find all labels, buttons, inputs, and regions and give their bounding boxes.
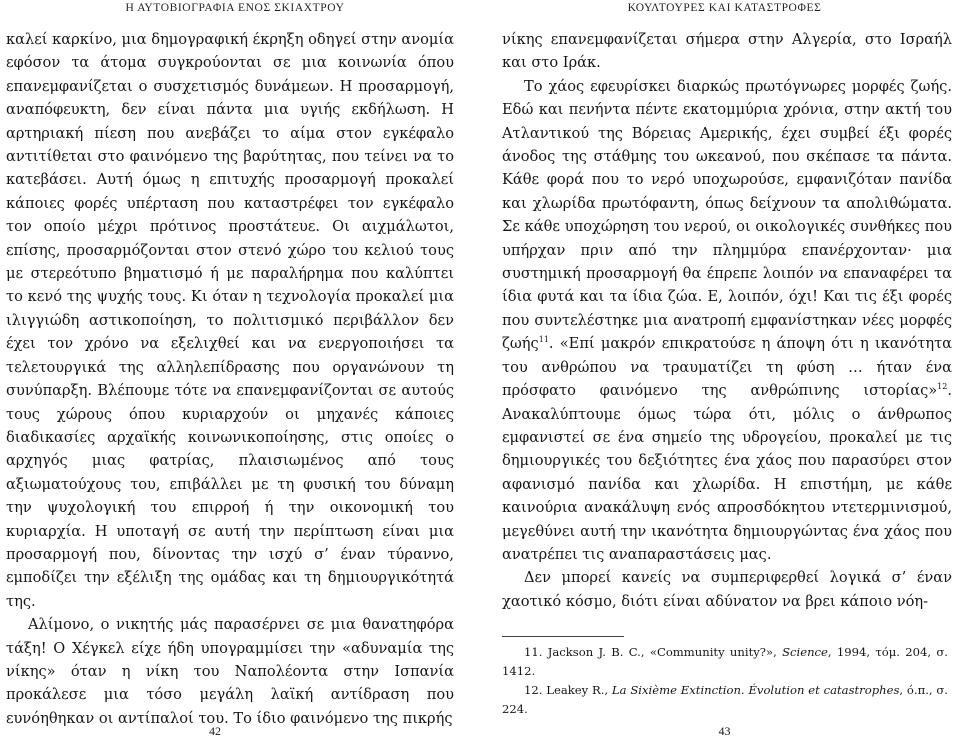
running-head-right: ΚΟΥΛΤΟΥΡΕΣ ΚΑΙ ΚΑΤΑΣΤΡΟΦΕΣ <box>627 2 822 14</box>
footnote-12 <box>502 681 948 719</box>
right-paragraph-3: Δεν μπορεί κανείς να συμπεριφερθεί λογικά σ’ έναν χαοτικό κόσμο, διότι είναι αδύνατον να βρει κάποιο νόη- <box>502 569 952 610</box>
page-number-right: 43 <box>718 724 731 738</box>
right-page <box>490 0 959 744</box>
footnote-ref-12[interactable]: 12 <box>937 382 948 392</box>
footnote-11-text: 11. Jackson J. B. C., «Community unity?», <box>524 645 783 659</box>
footnote-11 <box>502 643 948 681</box>
right-paragraph-2 <box>502 75 952 567</box>
footnote-12-title: La Sixième Extinction. Évolution et catastrophes <box>611 683 900 697</box>
footnote-ref-11[interactable]: 11 <box>538 335 549 345</box>
right-paragraph-2-cont: . «Επί μακρόν επικρατούσε η άποψη ότι η ικανότητα του ανθρώπου να τραυματίζει τη φύση … ήταν ένα πρόσφατο φαινόμενο της ανθρώπινης ιστορίας» <box>502 335 952 400</box>
footnote-11-source: , 1994, τόμ. 204, σ. 1412. <box>502 645 948 678</box>
right-paragraph-1: νίκης επανεμφανίζεται σήμερα στην Αλγερία, στο Ισραήλ και στο Ιράκ. <box>502 31 952 72</box>
footnote-12-source: , ό.π., σ. 224. <box>502 683 948 716</box>
footnotes <box>502 636 948 719</box>
footnote-rule <box>502 636 624 637</box>
running-head-left: Η ΑΥΤΟΒΙΟΓΡΑΦΙΑ ΕΝΟΣ ΣΚΙΑΧΤΡΟΥ <box>125 2 345 14</box>
footnote-11-journal: Science <box>782 645 828 659</box>
right-page-body <box>502 28 952 613</box>
left-page <box>0 0 470 744</box>
footnote-12-text: 12. Leakey R., <box>524 683 612 697</box>
left-paragraph-2: Αλίμονο, ο νικητής μάς παρασέρνει σε μια θανατηφόρα τάξη! Ο Χέγκελ είχε ήδη υπογραμμίσει την «αδυναμία της νίκης» όταν η νίκη του Ναπολέοντα στην Ισπανία προκάλεσε μια τόσο μεγάλη λαϊκή αντίδραση που ευνόηθηκαν οι αντίπαλοί του. Το ίδιο φαινόμενο της πικρής <box>6 616 454 727</box>
page-number-left: 42 <box>209 724 221 738</box>
right-paragraph-2-end: . Ανακαλύπτουμε όμως τώρα ότι, μόλις ο άνθρωπος εμφανιστεί σε ένα σημείο της υδρογείου, προκαλεί με τις δημιουργικές του δεξιότητες ένα χάος που παρασύρει στον αφανισμό πανίδα και χλωρίδα. Η επιστήμη, με κάθε καινούρια ανακάλυψη ενός απροσδόκητου ντετερμινισμού, μεγεθύνει αυτή την ικανότητα δημιουργώντας ένα χάος που ανατρέπει τις αναπαραστάσεις μας. <box>502 382 952 563</box>
right-paragraph-2-text: Το χάος εφευρίσκει διαρκώς πρωτόγνωρες μορφές ζωής. Εδώ και πενήντα πέντε εκατομμύρια χρόνια, στην ακτή του Ατλαντικού της Βόρειας Αμερικής, έχει συμβεί έξι φορές άνοδος της στάθμης του ωκεανού, που σκέπασε τα πάντα. Κάθε φορά που το νερό υποχωρούσε, εμφανιζόταν πανίδα και χλωρίδα πρωτόφαντη, όπως δείχνουν τα απολιθώματα. Σε κάθε υποχώρηση του νερού, οι οικολογικές συνθήκες που υπήρχαν πριν από την πλημμύρα επανέρχονταν· μια συστημική προσαρμογή θα έπρεπε λοιπόν να επαναφέρει τα ίδια φυτά και τα ίδια ζώα. Ε, λοιπόν, όχι! Και τις έξι φορές που συντελέστηκε μια ανατροπή εμφανίστηκαν νέες μορφές ζωής <box>502 77 952 353</box>
left-paragraph-1: καλεί καρκίνο, μια δημογραφική έκρηξη οδηγεί στην ανομία εφόσον τα άτομα συγκρούονται σε μια κοινωνία όπου επανεμφανίζεται ο συσχετισμός δυνάμεων. Η προσαρμογή, αναπόφευκτη, δεν είναι πάντα μια υγιής εκδήλωση. Η αρτηριακή πίεση που ανεβάζει το αίμα στον εγκέφαλο αντιτίθεται στο φαινόμενο της βαρύτητας, που τείνει να το κατεβάσει. Αυτή όμως η επιτυχής προσαρμογή προκαλεί κάποιες φορές υπέρταση που καταστρέφει τον εγκέφαλο τον οποίο μέχρι πρότινος προστάτευε. Οι αιχμάλωτοι, επίσης, προσαρμόζονται στον στενό χώρο του κελιού τους με στερεότυπο βηματισμό ή με παραλήρημα που καλύπτει το κενό της ψυχής τους. Κι όταν η τεχνολογία προκαλεί μια ιλιγγιώδη αστικοποίηση, το πολιτισμικό περιβάλλον δεν έχει τον χρόνο να εξελιχθεί και να ενεργοποιήσει τα τελετουργικά της αλληλεπίδρασης που οργανώνουν τη συνύπαρξη. Βλέπουμε τότε να επανεμφανίζονται σε αυτούς τους χώρους όπου κυριαρχούν οι μηχανές κάποιες διαδικασίες αρχαϊκής κοινωνικοποίησης, στις οποίες ο αρχηγός μιας φατρίας, πλαισιωμένος από τους αξιωματούχους του, επιβάλλει με τη φυσική του δύναμη την ψυχολογική του επιρροή ή την οικονομική του κυριαρχία. Η υποταγή σε αυτή την περίπτωση είναι μια προσαρμογή που, δίνοντας την ισχύ σ’ έναν τύραννο, εμποδίζει την εξέλιξη της ομάδας και τη δημιουργικότητά της. <box>6 31 454 610</box>
left-page-body <box>6 28 454 730</box>
